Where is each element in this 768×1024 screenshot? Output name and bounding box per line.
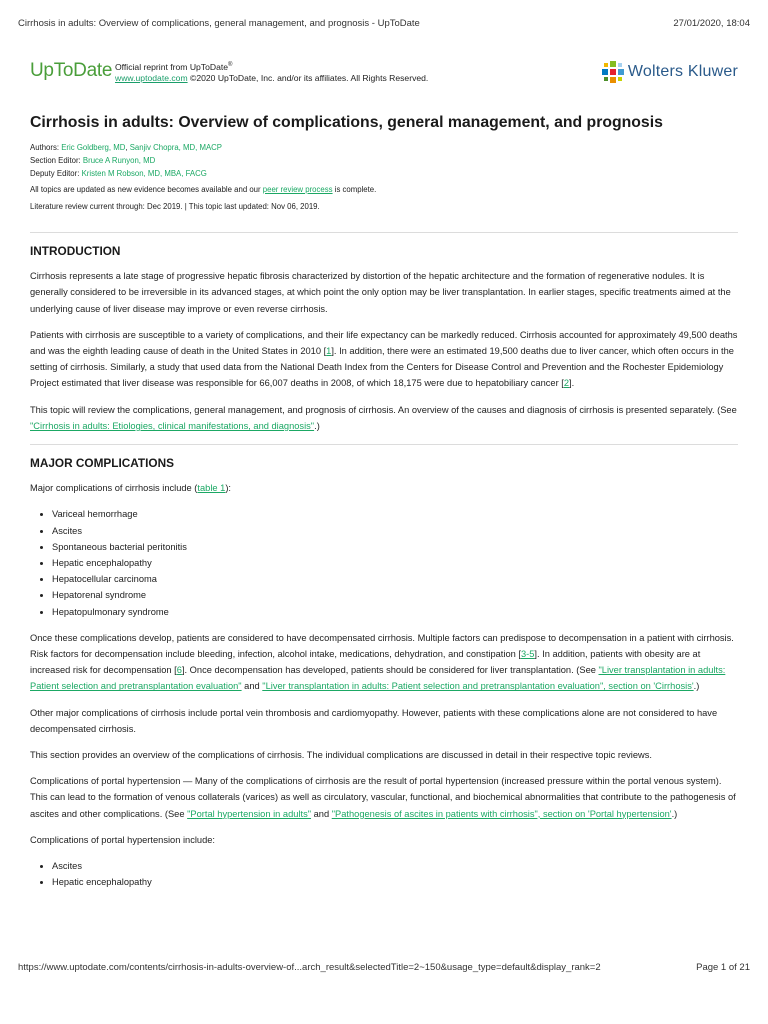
list-item: • Hepatorenal syndrome	[52, 587, 738, 603]
author-link-goldberg[interactable]: Eric Goldberg, MD	[61, 143, 126, 152]
deputy-editor-link[interactable]: Kristen M Robson, MD, MBA, FACG	[81, 169, 207, 178]
list-item: • Hepatopulmonary syndrome	[52, 604, 738, 620]
reprint-header	[30, 58, 738, 90]
overview-paragraph: This section provides an overview of the complications of cirrhosis. The individual complications are discussed in detail in their respective topic reviews.	[30, 750, 652, 761]
reprint-line: Official reprint from UpToDate	[115, 61, 229, 72]
list-item: • Variceal hemorrhage	[52, 506, 738, 522]
uptodate-logo[interactable]: UpToDate	[30, 60, 113, 81]
wolters-kluwer-logo[interactable]	[602, 61, 738, 83]
portal-hypertension-paragraph	[30, 773, 738, 822]
print-url: https://www.uptodate.com/contents/cirrhosis-in-adults-overview-of...arch_result&selectedTitle=2~150&usage_type=default&display_rank=2	[18, 962, 601, 973]
text-span: ]. Once decompensation has developed, patients should be considered for liver transplantation. (See	[181, 665, 599, 676]
copyright-text: ©2020 UpToDate, Inc. and/or its affiliates. All Rights Reserved.	[187, 72, 429, 83]
review-note: Literature review current through: Dec 2019. | This topic last updated: Nov 06, 2019.	[30, 202, 320, 211]
section-editor-link[interactable]: Bruce A Runyon, MD	[82, 156, 156, 165]
registered-mark: ®	[228, 62, 233, 68]
text-span: This topic will review the complications, general management, and prognosis of cirrhosis. An overview of the causes and diagnosis of cirrhosis is presented separately. (See	[30, 404, 737, 415]
text-span: Complications of portal hypertension — Many of the complications of cirrhosis are the result of portal hypertension (increased pressure within the portal venous system). This can lead to the formation of venous collaterals (varices) as well as circulatory, vascular, functional, and biochemical abnormalities that contribute to the pathogenesis of ascites and other complications. (See	[30, 776, 736, 819]
section-editor-label: Section Editor:	[30, 156, 81, 165]
text-span: ]. In addition, there were an estimated 19,500 deaths due to liver cancer, which often occurs in the setting of cirrhosis. Similarly, a study that used data from the National Death Index from the Centers for Disease Control and Prevention and the Rochester Epidemiology Project estimated that liver disease was responsible for 66,007 deaths in 2008, of which 18,175 were due to hepatobiliary cancer [	[30, 346, 734, 389]
portal-complications-lead: Complications of portal hypertension include:	[30, 834, 216, 845]
list-item: • Ascites	[52, 523, 738, 539]
intro-paragraph-2	[30, 327, 738, 392]
text-span: Major complications of cirrhosis include (	[30, 483, 198, 494]
text-span: .)	[314, 420, 320, 431]
list-item: • Hepatic encephalopathy	[52, 555, 738, 571]
text-span: .)	[671, 808, 678, 819]
text-span: ].	[569, 378, 575, 389]
etiologies-topic-link[interactable]: "Cirrhosis in adults: Etiologies, clinical manifestations, and diagnosis"	[30, 420, 315, 431]
wolters-kluwer-mark-icon	[602, 61, 624, 83]
text-span: ]. In addition, patients with obesity are at increased risk for decompensation [	[30, 649, 701, 676]
reference-link-3-5[interactable]: 3-5	[520, 649, 535, 660]
reference-link-6[interactable]: 6	[176, 665, 182, 676]
text-span: Once these complications develop, patients are considered to have decompensated cirrhosis. Multiple factors can predispose to decompensation in a patient with cirrhosis. Risk factors for decompensation include bleeding, infection, alcohol intake, medications, dehydration, and constipation [	[30, 632, 734, 660]
print-page-title: Cirrhosis in adults: Overview of complications, general management, and prognosis - UpToDate	[18, 18, 420, 29]
text-span: ):	[225, 483, 232, 494]
article-meta	[30, 141, 738, 213]
update-note-pre: All topics are updated as new evidence becomes available and our	[30, 185, 263, 194]
author-link-chopra[interactable]: Sanjiv Chopra, MD, MACP	[129, 143, 222, 152]
print-datetime: 27/01/2020, 18:04	[673, 18, 750, 29]
browser-print-footer	[18, 962, 750, 973]
major-complications-heading: MAJOR COMPLICATIONS	[30, 456, 174, 471]
reprint-notice	[115, 60, 428, 84]
article-title: Cirrhosis in adults: Overview of complications, general management, and prognosis	[30, 114, 663, 131]
complications-list	[30, 506, 738, 619]
other-complications-paragraph: Other major complications of cirrhosis include portal vein thrombosis and cardiomyopathy. However, patients with these complications alone are not considered to have decompensated cirrhosis.	[30, 707, 718, 734]
reference-link-1[interactable]: 1	[326, 346, 332, 357]
article-body	[30, 232, 738, 901]
update-note-post: is complete.	[332, 185, 377, 194]
text-span: and	[241, 681, 263, 692]
deputy-editor-label: Deputy Editor:	[30, 169, 80, 178]
ascites-pathogenesis-link[interactable]: "Pathogenesis of ascites in patients with cirrhosis", section on 'Portal hypertension'	[331, 808, 672, 819]
intro-paragraph-3	[30, 402, 738, 434]
browser-print-header	[18, 18, 750, 29]
reference-link-2[interactable]: 2	[563, 378, 570, 389]
intro-paragraph-1: Cirrhosis represents a late stage of progressive hepatic fibrosis characterized by distortion of the hepatic architecture and the formation of regenerative nodules. It is generally considered to be irreversible in its advanced stages, at which point the only option may be liver transplantation. In earlier stages, specific treatments aimed at the underlying cause of liver disease may improve or even reverse cirrhosis.	[30, 271, 731, 314]
portal-complications-list	[30, 858, 738, 890]
major-lead	[30, 480, 738, 496]
transplant-topic-link[interactable]: "Liver transplantation in adults: Patient selection and pretransplantation evaluation"	[30, 665, 726, 692]
text-span: and	[311, 808, 332, 819]
authors-label: Authors:	[30, 143, 60, 152]
list-item: • Hepatic encephalopathy	[52, 874, 738, 890]
list-item: • Spontaneous bacterial peritonitis	[52, 539, 738, 555]
uptodate-site-link[interactable]: www.uptodate.com	[115, 72, 188, 83]
text-span: .)	[693, 681, 700, 692]
peer-review-link[interactable]: peer review process	[262, 185, 333, 194]
text-span: Patients with cirrhosis are susceptible to a variety of complications, and their life expectancy can be markedly reduced. Cirrhosis accounted for approximately 49,500 deaths and was the eighth leading cause of death in the United States in 2010 [	[30, 329, 738, 357]
section-editor-line	[30, 154, 738, 167]
portal-hypertension-topic-link[interactable]: "Portal hypertension in adults"	[187, 808, 312, 819]
transplant-cirrhosis-section-link[interactable]: "Liver transplantation in adults: Patient selection and pretransplantation evaluation", section on 'Cirrhosis'	[262, 681, 694, 692]
authors-line: Authors: Eric Goldberg, MD, Sanjiv Chopra, MD, MACP	[30, 143, 222, 152]
decompensation-paragraph	[30, 630, 738, 695]
section-divider	[30, 444, 738, 445]
deputy-editor-line	[30, 167, 738, 180]
update-note	[30, 183, 738, 196]
introduction-heading: INTRODUCTION	[30, 244, 121, 258]
section-divider	[30, 232, 738, 233]
page-number: Page 1 of 21	[696, 962, 750, 973]
list-item: • Hepatocellular carcinoma	[52, 571, 738, 587]
list-item: • Ascites	[52, 858, 738, 874]
table-1-link[interactable]: table 1	[197, 483, 226, 494]
wolters-kluwer-text: Wolters Kluwer	[627, 63, 738, 80]
